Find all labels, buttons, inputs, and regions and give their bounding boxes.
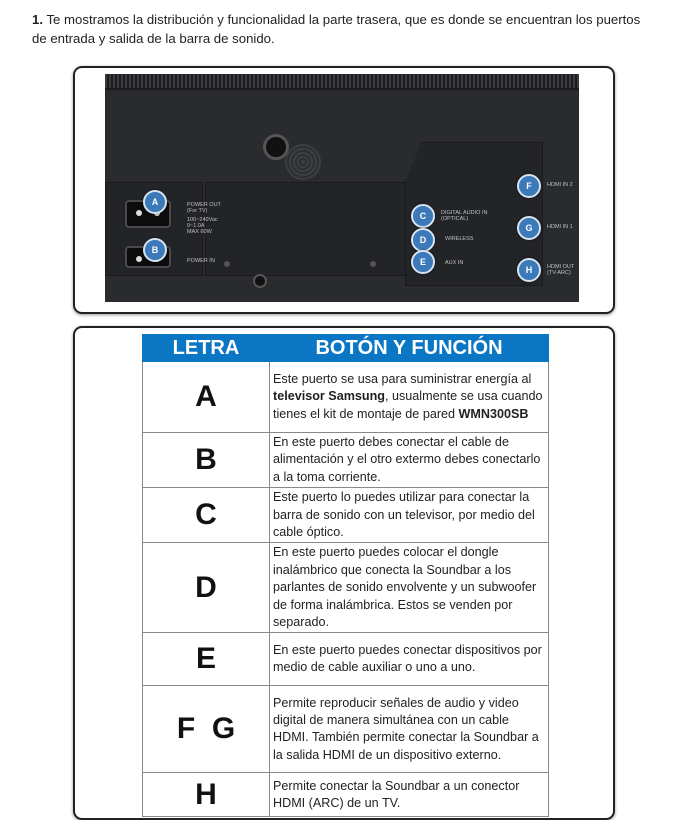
intro-paragraph xyxy=(32,10,652,48)
table-row xyxy=(143,686,549,773)
marker-b: B xyxy=(143,238,167,262)
row-letter: B xyxy=(143,433,270,488)
row-letter: H xyxy=(143,773,270,817)
row-letter: A xyxy=(143,362,270,433)
table-row xyxy=(143,543,549,633)
screw-hole-icon xyxy=(253,274,267,288)
row-letter: E xyxy=(143,633,270,686)
row-letter: C xyxy=(143,488,270,543)
label-aux: AUX IN xyxy=(445,260,464,266)
marker-f: F xyxy=(517,174,541,198)
intro-text: Te mostramos la distribución y funcionalidad la parte trasera, que es donde se encuentran los puertos de entrada y salida de la barra de sonido. xyxy=(32,12,641,46)
header-letra: LETRA xyxy=(143,335,270,362)
label-hdmi-in-2: HDMI IN 2 xyxy=(547,182,573,188)
intro-number: 1. xyxy=(32,12,43,27)
soundbar-rear-image-card xyxy=(73,66,615,314)
row-description: Este puerto se usa para suministrar energía al televisor Samsung, usualmente se usa cuando tienes el kit de montaje de pared WMN300SB xyxy=(270,362,549,433)
marker-e: E xyxy=(411,250,435,274)
soundbar-rear-photo xyxy=(105,74,579,302)
row-letter: D xyxy=(143,543,270,633)
port-recess-center xyxy=(205,182,439,276)
marker-d: D xyxy=(411,228,435,252)
label-optical: DIGITAL AUDIO IN (OPTICAL) xyxy=(441,210,488,222)
table-row xyxy=(143,362,549,433)
label-hdmi-in-1: HDMI IN 1 xyxy=(547,224,573,230)
label-hdmi-out: HDMI OUT (TV-ARC) xyxy=(547,264,575,276)
label-wireless: WIRELESS xyxy=(445,236,474,242)
marker-g: G xyxy=(517,216,541,240)
header-boton-funcion: BOTÓN Y FUNCIÓN xyxy=(270,335,549,362)
row-description: En este puerto puedes conectar dispositivos por medio de cable auxiliar o uno a uno. xyxy=(270,633,549,686)
label-power-in: POWER IN xyxy=(187,258,215,264)
table-row xyxy=(143,433,549,488)
marker-h: H xyxy=(517,258,541,282)
screw-icon xyxy=(369,260,377,268)
marker-a: A xyxy=(143,190,167,214)
marker-c: C xyxy=(411,204,435,228)
row-description: Este puerto lo puedes utilizar para conectar la barra de sonido con un televisor, por medio del cable óptico. xyxy=(270,488,549,543)
ports-table xyxy=(142,334,549,817)
label-power-out-spec: 100~240Vac 0~1.0A MAX 60W xyxy=(187,217,218,235)
table-row xyxy=(143,633,549,686)
knob-texture xyxy=(285,144,321,180)
table-row xyxy=(143,773,549,817)
label-power-out: POWER OUT (For TV) xyxy=(187,202,221,214)
table-row xyxy=(143,488,549,543)
row-description: En este puerto puedes colocar el dongle inalámbrico que conecta la Soundbar a los parlantes de sonido envolvente y un subwoofer de forma inalámbrica. Estos se venden por separado. xyxy=(270,543,549,633)
speaker-grille xyxy=(105,74,579,90)
row-letter: F G xyxy=(143,686,270,773)
row-description: Permite reproducir señales de audio y video digital de manera simultánea con un cable HDMI. También permite conectar la Soundbar a la salida HDMI de un dispositivo externo. xyxy=(270,686,549,773)
row-description: Permite conectar la Soundbar a un conector HDMI (ARC) de un TV. xyxy=(270,773,549,817)
ports-table-card xyxy=(73,326,615,820)
row-description: En este puerto debes conectar el cable de alimentación y el otro extermo debes conectarlo a la toma corriente. xyxy=(270,433,549,488)
screw-icon xyxy=(223,260,231,268)
